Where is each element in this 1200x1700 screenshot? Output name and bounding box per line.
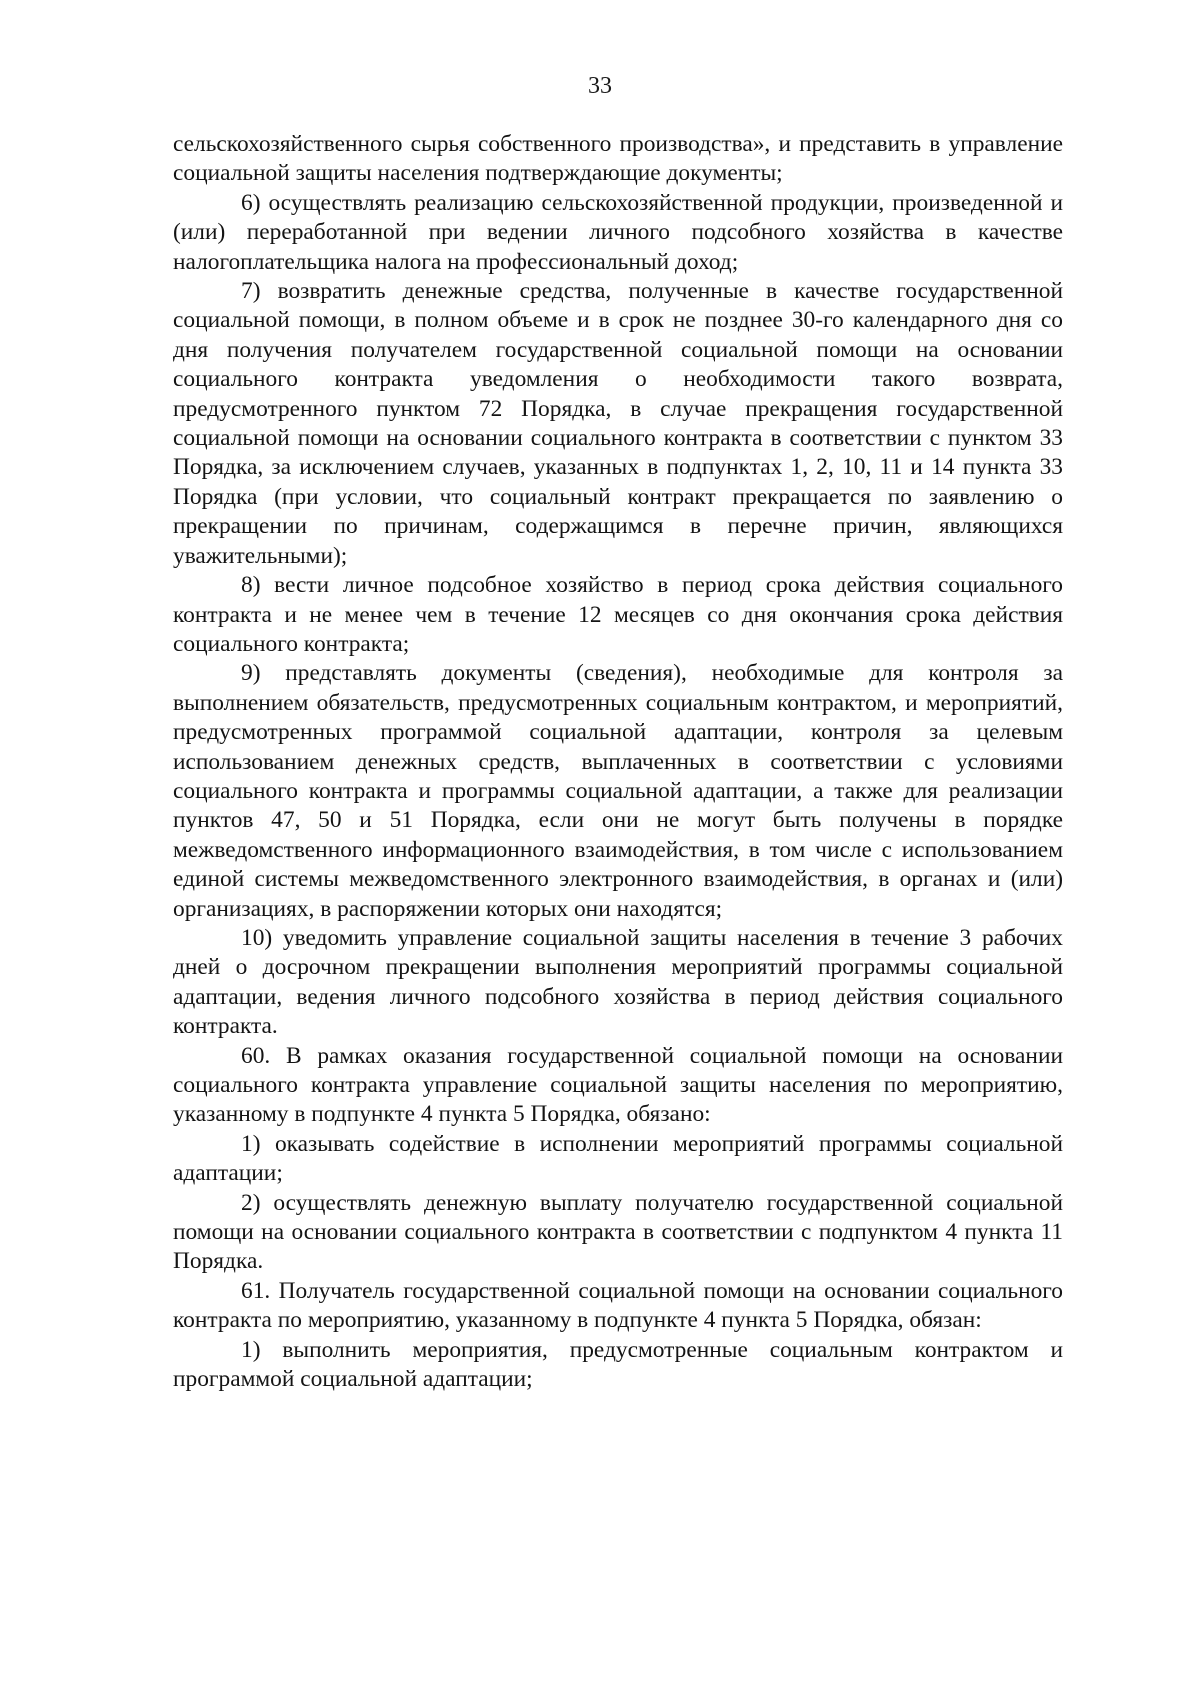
paragraph-clause-60: 60. В рамках оказания государственной социальной помощи на основании социального контракта управление социальной защиты населения по мероприятию, указанному в подпункте 4 пункта 5 Порядка, обязано: bbox=[173, 1042, 1063, 1128]
document-body bbox=[173, 130, 1063, 1394]
paragraph-item-10: 10) уведомить управление социальной защиты населения в течение 3 рабочих дней о досрочном прекращении выполнения мероприятий программы социальной адаптации, ведения личного подсобного хозяйства в период действия социального контракта. bbox=[173, 924, 1063, 1040]
paragraph-item-9: 9) представлять документы (сведения), необходимые для контроля за выполнением обязательств, предусмотренных социальным контрактом, и мероприятий, предусмотренных программой социальной адаптации, контроля за целевым использованием денежных средств, выплаченных в соответствии с условиями социального контракта и программы социальной адаптации, а также для реализации пунктов 47, 50 и 51 Порядка, если они не могут быть получены в порядке межведомственного информационного взаимодействия, в том числе с использованием единой системы межведомственного электронного взаимодействия, в органах и (или) организациях, в распоряжении которых они находятся; bbox=[173, 660, 1063, 922]
paragraph-item-6: 6) осуществлять реализацию сельскохозяйственной продукции, произведенной и (или) переработанной при ведении личного подсобного хозяйства в качестве налогоплательщика налога на профессиональный доход; bbox=[173, 189, 1063, 275]
paragraph-continuation: сельскохозяйственного сырья собственного производства», и представить в управление социальной защиты населения подтверждающие документы; bbox=[173, 131, 1063, 187]
paragraph-clause-60-item-2: 2) осуществлять денежную выплату получателю государственной социальной помощи на основании социального контракта в соответствии с подпунктом 4 пункта 11 Порядка. bbox=[173, 1189, 1063, 1275]
paragraph-clause-61: 61. Получатель государственной социальной помощи на основании социального контракта по мероприятию, указанному в подпункте 4 пункта 5 Порядка, обязан: bbox=[173, 1277, 1063, 1334]
paragraph-clause-60-item-1: 1) оказывать содействие в исполнении мероприятий программы социальной адаптации; bbox=[173, 1130, 1063, 1187]
page-number: 33 bbox=[588, 73, 612, 99]
paragraph-item-7: 7) возвратить денежные средства, полученные в качестве государственной социальной помощи, в полном объеме и в срок не позднее 30-го календарного дня со дня получения получателем государственной социальной помощи на основании социального контракта уведомления о необходимости такого возврата, предусмотренного пунктом 72 Порядка, в случае прекращения государственной социальной помощи на основании социального контракта в соответствии с пунктом 33 Порядка, за исключением случаев, указанных в подпунктах 1, 2, 10, 11 и 14 пункта 33 Порядка (при условии, что социальный контракт прекращается по заявлению о прекращении по причинам, содержащимся в перечне причин, являющихся уважительными); bbox=[173, 278, 1063, 569]
paragraph-item-8: 8) вести личное подсобное хозяйство в период срока действия социального контракта и не менее чем в течение 12 месяцев со дня окончания срока действия социального контракта; bbox=[173, 572, 1063, 657]
paragraph-clause-61-item-1: 1) выполнить мероприятия, предусмотренные социальным контрактом и программой социальной адаптации; bbox=[173, 1336, 1063, 1393]
